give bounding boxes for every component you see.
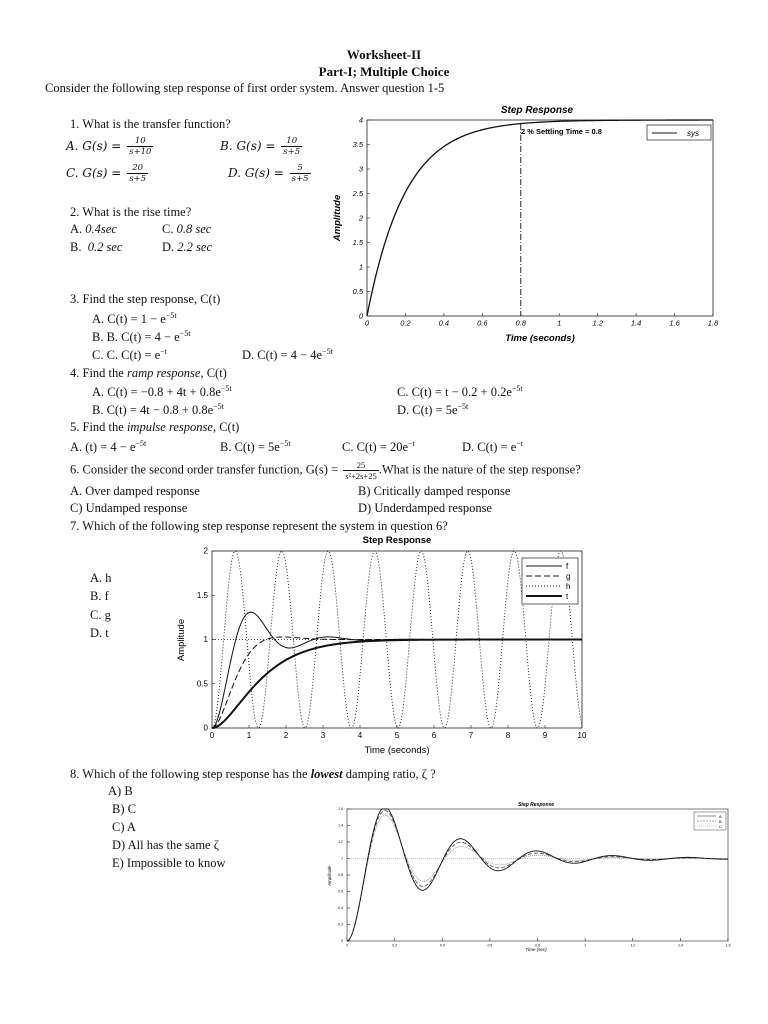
q7-option-b[interactable]: B. f xyxy=(90,589,109,603)
chart2-xlabel: Time (seconds) xyxy=(364,745,430,756)
q5-option-c[interactable]: C. $C(t) = 20e^{-t}$ xyxy=(342,439,415,455)
q4-option-c[interactable]: C. $C(t) = t - 0.2 + 0.2e^{-5t}$ xyxy=(397,384,523,400)
intro-text: Consider the following step response of first order system. Answer question 1-5 xyxy=(45,81,445,95)
q8-option-a[interactable]: A) B xyxy=(108,784,133,798)
chart3-ytick-label: 0.4 xyxy=(338,906,343,911)
chart1-xtick-label: 0 xyxy=(364,318,370,328)
chart2-ylabel: Amplitude xyxy=(176,618,187,662)
chart3-legend-b: B xyxy=(719,819,722,824)
chart1-xtick-label: 1.6 xyxy=(669,318,680,328)
chart2-xtick-label: 5 xyxy=(394,731,400,740)
chart2-xtick-label: 9 xyxy=(542,731,548,740)
chart1-xlabel: Time (seconds) xyxy=(505,333,575,344)
chart3-plot-area xyxy=(347,809,728,941)
chart2-ytick-label: 0.5 xyxy=(196,679,208,689)
chart2-legend-t: t xyxy=(566,592,569,601)
q4-option-a[interactable]: A. $C(t) = -0.8 + 4t + 0.8e^{-5t}$ xyxy=(92,384,232,400)
q6-question: 6. Consider the second order transfer function, G(s) = $\frac{25}{\text{s²+2s+25}}$ .What is the nature of the step response? xyxy=(70,460,581,481)
chart3-ytick-label: 1.6 xyxy=(338,807,343,812)
chart3-xtick-label: 1.2 xyxy=(630,943,636,948)
chart3-ytick-label: 1.2 xyxy=(338,840,343,845)
q5-option-d[interactable]: D. $C(t) = e^{-t}$ xyxy=(462,439,523,455)
chart3-ylabel: Amplitude xyxy=(327,865,332,887)
chart1-plot-area xyxy=(367,120,713,316)
q4-question: 4. Find the ramp response, C(t) xyxy=(70,366,227,380)
q2-option-b[interactable]: B. 0.2 sec xyxy=(70,240,123,254)
q8-option-e[interactable]: E) Impossible to know xyxy=(112,856,226,870)
q2-question: 2. What is the rise time? xyxy=(70,205,192,219)
worksheet-title: Worksheet-II xyxy=(346,47,422,62)
chart1-annotation: 2 % Settling Time = 0.8 xyxy=(521,127,602,136)
chart3-ytick-label: 0.8 xyxy=(338,873,343,878)
q1-question: 1. What is the transfer function? xyxy=(70,117,231,131)
q1-option-a[interactable]: A. G(s) = $\frac{10}{s+10}$ xyxy=(66,136,152,157)
chart2-legend-g: g xyxy=(566,572,571,581)
chart2-ytick-label: 2 xyxy=(203,546,208,556)
q7-option-d[interactable]: D. t xyxy=(90,626,109,640)
chart1-ytick-label: 3.5 xyxy=(352,140,363,149)
chart3-title: Step Response xyxy=(517,802,555,808)
chart1-ytick-label: 4 xyxy=(358,115,363,125)
damping-comparison-step-response-chart xyxy=(318,800,738,958)
chart1-ytick-label: 2.5 xyxy=(352,189,363,198)
chart3-ytick-label: 0.2 xyxy=(338,922,343,927)
chart3-xtick-label: 0.4 xyxy=(439,943,445,948)
first-order-step-response-chart xyxy=(325,100,725,350)
second-order-step-response-chart xyxy=(170,532,600,760)
q7-option-c[interactable]: C. g xyxy=(90,608,111,622)
q1-option-b[interactable]: B. G(s) = $\frac{10}{s+5}$ xyxy=(220,136,301,157)
chart2-xtick-label: 10 xyxy=(577,731,587,740)
chart3-xtick-label: 0.2 xyxy=(392,943,398,948)
chart1-ytick-label: 2 xyxy=(358,213,363,223)
chart2-legend-f: f xyxy=(566,562,569,571)
chart3-ytick-label: 0 xyxy=(341,939,343,944)
q8-option-c[interactable]: C) A xyxy=(112,820,136,834)
chart1-xtick-label: 1.8 xyxy=(707,318,719,328)
q3-option-b[interactable]: B. B. $C(t) = 4 - e^{-5t}$ xyxy=(92,329,191,345)
chart1-legend-sys: sys xyxy=(687,129,699,138)
q4-option-b[interactable]: B. $C(t) = 4t - 0.8 + 0.8e^{-5t}$ xyxy=(92,402,224,418)
chart3-ytick-label: 1.4 xyxy=(338,823,343,828)
q4-option-d[interactable]: D. $C(t) = 5e^{-5t}$ xyxy=(397,402,469,418)
q6-option-c[interactable]: C) Undamped response xyxy=(70,501,188,515)
q3-option-d[interactable]: D. $C(t) = 4 - 4e^{-5t}$ xyxy=(242,347,333,363)
chart3-xtick-label: 0.6 xyxy=(487,943,493,948)
q1-option-d[interactable]: D. G(s) = $\frac{5}{s+5}$ xyxy=(228,163,309,184)
chart2-xtick-label: 0 xyxy=(209,731,215,740)
q5-question: 5. Find the impulse response, C(t) xyxy=(70,420,240,434)
q6-option-b[interactable]: B) Critically damped response xyxy=(358,484,511,498)
chart2-xtick-label: 7 xyxy=(468,731,474,740)
chart1-ytick-label: 0 xyxy=(358,311,363,321)
q3-option-c[interactable]: C. C. $C(t) = e^{-t}$ xyxy=(92,347,167,363)
chart2-ytick-label: 1 xyxy=(203,635,208,645)
chart3-xlabel: Time (sec) xyxy=(525,947,547,952)
chart3-ytick-label: 1 xyxy=(341,856,343,861)
chart1-title: Step Response xyxy=(500,105,574,116)
chart1-xtick-label: 1.2 xyxy=(592,318,603,328)
q3-option-a[interactable]: A. $C(t) = 1 - e^{-5t}$ xyxy=(92,311,177,327)
chart1-xtick-label: 0.4 xyxy=(438,318,450,328)
chart1-xtick-label: 1.4 xyxy=(630,318,642,328)
q8-option-d[interactable]: D) All has the same ζ xyxy=(112,838,219,852)
chart3-xtick-label: 0 xyxy=(346,943,348,948)
q8-question: 8. Which of the following step response has the lowest damping ratio, ζ ? xyxy=(70,767,436,781)
part-title: Part-I; Multiple Choice xyxy=(318,64,450,79)
q5-option-b[interactable]: B. $C(t) = 5e^{-5t}$ xyxy=(220,439,291,455)
chart1-ytick-label: 3 xyxy=(358,164,363,174)
q7-option-a[interactable]: A. h xyxy=(90,571,112,585)
chart2-ytick-label: 1.5 xyxy=(196,590,208,600)
chart1-ytick-label: 0.5 xyxy=(352,287,363,296)
chart3-xtick-label: 0.8 xyxy=(535,943,540,948)
q1-option-c[interactable]: C. G(s) = $\frac{20}{s+5}$ xyxy=(66,163,147,184)
q2-option-a[interactable]: A. 0.4sec xyxy=(70,222,117,236)
chart3-xtick-label: 1 xyxy=(584,943,587,948)
q3-question: 3. Find the step response, C(t) xyxy=(70,292,221,306)
chart1-xtick-label: 0.2 xyxy=(400,318,411,328)
chart3-xtick-label: 1.6 xyxy=(725,943,731,948)
chart2-xtick-label: 3 xyxy=(320,731,326,740)
chart1-ylabel: Amplitude xyxy=(332,194,343,242)
chart3-legend-a: A xyxy=(719,814,722,819)
chart2-legend-h: h xyxy=(566,582,571,591)
q2-option-c[interactable]: C. 0.8 sec xyxy=(162,222,212,236)
chart1-ytick-label: 1.5 xyxy=(352,238,363,247)
q7-question: 7. Which of the following step response represent the system in question 6? xyxy=(70,519,448,533)
chart1-xtick-label: 0.8 xyxy=(515,318,526,328)
q5-option-a[interactable]: A. $(t) = 4 - e^{-5t}$ xyxy=(70,439,147,455)
chart2-xtick-label: 2 xyxy=(283,731,289,740)
chart3-legend-c: C xyxy=(719,824,722,829)
q6-option-d[interactable]: D) Underdamped response xyxy=(358,501,492,515)
q8-option-b[interactable]: B) C xyxy=(112,802,136,816)
chart2-title: Step Response xyxy=(362,535,432,546)
chart1-xtick-label: 0.6 xyxy=(477,318,488,328)
chart2-legend xyxy=(522,558,578,604)
chart2-xtick-label: 1 xyxy=(246,731,252,740)
chart2-ytick-label: 0 xyxy=(203,723,208,733)
chart2-xtick-label: 4 xyxy=(357,731,363,740)
chart3-xtick-label: 1.4 xyxy=(677,943,683,948)
q6-option-a[interactable]: A. Over damped response xyxy=(70,484,200,498)
chart2-xtick-label: 8 xyxy=(505,731,511,740)
chart1-xtick-label: 1 xyxy=(557,318,562,328)
q2-option-d[interactable]: D. 2.2 sec xyxy=(162,240,212,254)
chart2-xtick-label: 6 xyxy=(431,731,437,740)
chart3-ytick-label: 0.6 xyxy=(338,889,343,894)
chart1-ytick-label: 1 xyxy=(358,262,363,272)
